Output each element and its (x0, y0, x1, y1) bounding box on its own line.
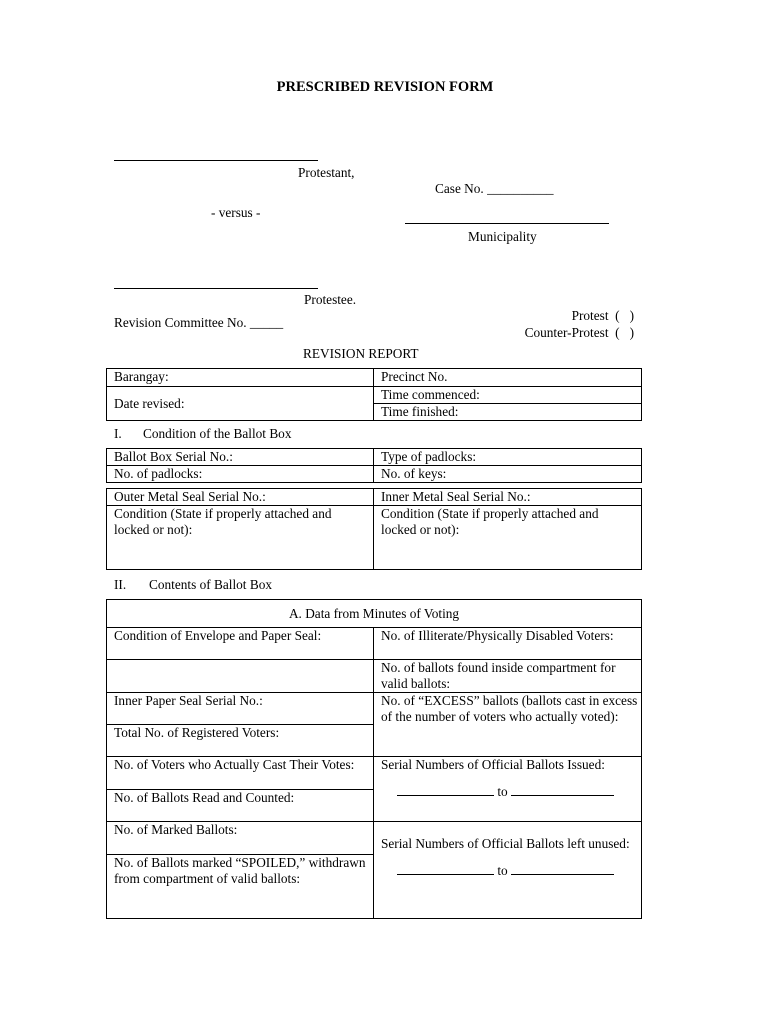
envelope-condition-field[interactable]: Condition of Envelope and Paper Seal: (107, 628, 374, 660)
voters-cast-field[interactable]: No. of Voters who Actually Cast Their Votes: (107, 757, 374, 790)
padlock-table (106, 448, 642, 483)
form-title: PRESCRIBED REVISION FORM (276, 79, 494, 95)
key-count-field[interactable]: No. of keys: (374, 466, 642, 483)
padlock-count-field[interactable]: No. of padlocks: (107, 466, 374, 483)
illiterate-voters-field[interactable]: No. of Illiterate/Physically Disabled Voters: (374, 628, 642, 660)
revision-info-table (106, 368, 642, 421)
municipality-line[interactable] (405, 223, 609, 224)
serial-issued-field[interactable] (374, 757, 642, 822)
outer-seal-condition-label: Condition (State if properly attached and locked or not): (114, 506, 332, 537)
versus-label: - versus - (211, 205, 261, 220)
spoiled-ballots-field[interactable]: No. of Ballots marked “SPOILED,” withdrawn from compartment of valid ballots: (107, 855, 374, 919)
outer-seal-condition-field[interactable] (107, 506, 374, 570)
barangay-field[interactable]: Barangay: (107, 369, 374, 387)
serial-issued-from-line[interactable] (397, 783, 494, 796)
serial-issued-label: Serial Numbers of Official Ballots Issued: (381, 757, 605, 772)
section-1-heading: Condition of the Ballot Box (143, 426, 292, 441)
outer-seal-serial-field[interactable]: Outer Metal Seal Serial No.: (107, 489, 374, 506)
municipality-label: Municipality (468, 229, 537, 244)
protestee-label: Protestee. (304, 292, 357, 307)
section-2-number: II. (114, 577, 127, 592)
revision-report-heading: REVISION REPORT (303, 346, 419, 361)
serial-unused-field[interactable] (374, 822, 642, 919)
time-commenced-field[interactable]: Time commenced: (374, 387, 642, 404)
ballots-inside-field[interactable]: No. of ballots found inside compartment for valid ballots: (374, 660, 642, 693)
ballot-box-serial-field[interactable]: Ballot Box Serial No.: (107, 449, 374, 466)
padlock-type-field[interactable]: Type of padlocks: (374, 449, 642, 466)
protestant-name-line[interactable] (114, 160, 318, 161)
serial-issued-to-label: to (497, 784, 508, 799)
inner-seal-serial-field[interactable]: Inner Metal Seal Serial No.: (374, 489, 642, 506)
serial-unused-label: Serial Numbers of Official Ballots left unused: (381, 836, 630, 851)
minutes-of-voting-header: A. Data from Minutes of Voting (107, 600, 642, 628)
inner-seal-condition-field[interactable] (374, 506, 642, 570)
counter-protest-checkbox-label[interactable]: Counter-Protest ( ) (524, 325, 634, 340)
marked-ballots-field[interactable]: No. of Marked Ballots: (107, 822, 374, 855)
section-2-heading: Contents of Ballot Box (149, 577, 272, 592)
minutes-of-voting-table (106, 599, 642, 919)
protestee-name-line[interactable] (114, 288, 318, 289)
serial-issued-to-line[interactable] (511, 783, 614, 796)
serial-unused-to-label: to (497, 863, 508, 878)
seal-table (106, 488, 642, 570)
excess-ballots-field[interactable]: No. of “EXCESS” ballots (ballots cast in excess of the number of voters who actually voted): (374, 693, 642, 757)
protestant-label: Protestant, (298, 165, 355, 180)
time-finished-field[interactable]: Time finished: (374, 404, 642, 421)
inner-seal-condition-label: Condition (State if properly attached and locked or not): (381, 506, 599, 537)
envelope-condition-space[interactable] (107, 660, 374, 693)
section-1-number: I. (114, 426, 122, 441)
ballots-counted-field[interactable]: No. of Ballots Read and Counted: (107, 790, 374, 822)
inner-paper-seal-field[interactable]: Inner Paper Seal Serial No.: (107, 693, 374, 725)
precinct-field[interactable]: Precinct No. (374, 369, 642, 387)
registered-voters-field[interactable]: Total No. of Registered Voters: (107, 725, 374, 757)
revision-committee-label: Revision Committee No. _____ (114, 315, 284, 330)
protest-checkbox-label[interactable]: Protest ( ) (571, 308, 634, 323)
serial-unused-from-line[interactable] (397, 862, 494, 875)
serial-unused-to-line[interactable] (511, 862, 614, 875)
date-revised-field[interactable]: Date revised: (107, 387, 374, 421)
case-number-label: Case No. __________ (435, 181, 554, 196)
